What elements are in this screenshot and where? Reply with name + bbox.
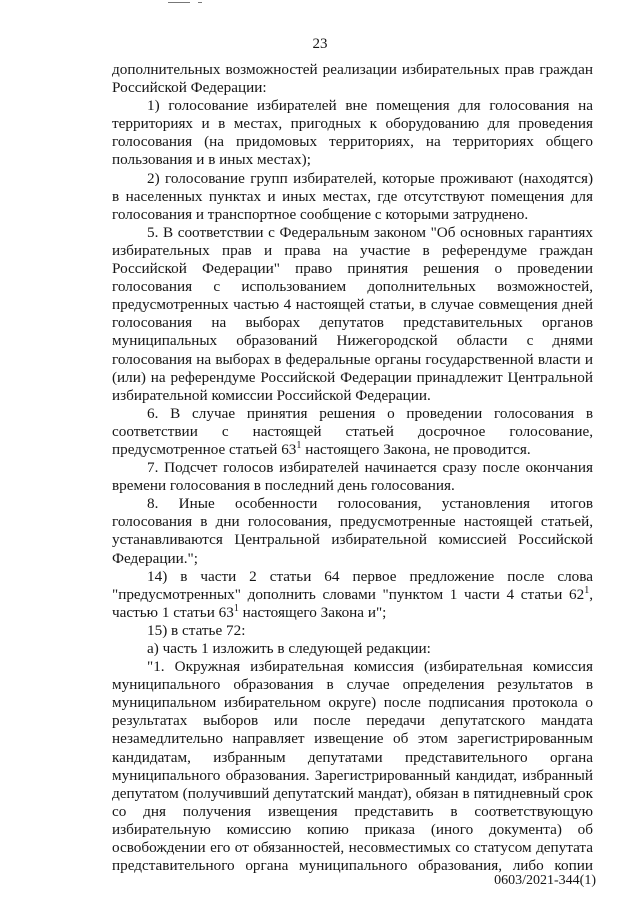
text-run: , частью 1 статьи 63 <box>112 585 593 621</box>
paragraph: 15) в статье 72: <box>147 621 246 639</box>
paragraph: "1. Окружная избирательная комиссия (избирательная комиссия муниципального образования в случае определения результатов в муниципальном избирательном округе) после подписания протокола о результатах выборов или после передачи депутатского мандата незамедлительно направляет извещение об этом зарегистрированным кандидатам, избранным депутатами представительного органа муниципального образования. Зарегистрированный кандидат, избранный депутатом (получивший депутатский мандат), обязан в пятидневный срок со дня получения извещения представить в соответствующую избирательную комиссию копию приказа (иного документа) об освобождении его от обязанностей, несовместимых со статусом депутата представительного органа муниципального образования, либо копии <box>112 658 593 875</box>
document-body <box>112 61 593 875</box>
paragraph: 7. Подсчет голосов избирателей начинается сразу после окончания времени голосования в последний день голосования. <box>112 459 593 495</box>
paragraph: дополнительных возможностей реализации избирательных прав граждан Российской Федерации: <box>112 61 593 97</box>
scan-artifact <box>168 2 190 3</box>
paragraph: 1) голосование избирателей вне помещения для голосования на территориях и в местах, пригодных к оборудованию для проведения голосования (на придомовых территориях, на территориях общего пользования и в иных местах); <box>112 97 593 169</box>
text-run: настоящего Закона и"; <box>238 603 387 621</box>
paragraph: 8. Иные особенности голосования, установления итогов голосования в дни голосования, предусмотренные настоящей статьей, устанавливаются Центральной избирательной комиссией Российской Федерации."; <box>112 495 593 567</box>
paragraph: 5. В соответствии с Федеральным законом "Об основных гарантиях избирательных прав и права на участие в референдуме граждан Российской Федерации" право принятия решения о проведении голосования с использованием дополнительных возможностей, предусмотренных частью 4 настоящей статьи, в случае совмещения дней голосования на выборах депутатов представительных органов муниципальных образований Нижегородской области с днями голосования на выборах в федеральные органы государственной власти и (или) на референдуме Российской Федерации принадлежит Центральной избирательной комиссии Российской Федерации. <box>112 223 593 404</box>
paragraph: 2) голосование групп избирателей, которые проживают (находятся) в населенных пунктах и иных местах, где отсутствуют помещения для голосования и транспортное сообщение с которыми затруднено. <box>112 169 593 223</box>
superscript: 1 <box>296 439 302 451</box>
document-code: 0603/2021-344(1) <box>494 873 596 888</box>
paragraph: а) часть 1 изложить в следующей редакции: <box>147 640 431 657</box>
superscript: 1 <box>584 584 590 596</box>
page-number: 23 <box>312 36 328 52</box>
text-run: 6. В случае принятия решения о проведении голосования в соответствии с настоящей статьей досрочное голосование, предусмотренное статьей 63 <box>112 404 593 458</box>
text-run: настоящего Закона, не проводится. <box>301 440 531 458</box>
scan-artifact <box>198 2 202 3</box>
superscript: 1 <box>233 602 239 614</box>
text-run: 14) в части 2 статьи 64 первое предложение после слова "предусмотренных" дополнить словами "пунктом 1 части 4 статьи 62 <box>112 567 593 603</box>
paragraph <box>112 405 593 459</box>
paragraph <box>112 568 593 622</box>
